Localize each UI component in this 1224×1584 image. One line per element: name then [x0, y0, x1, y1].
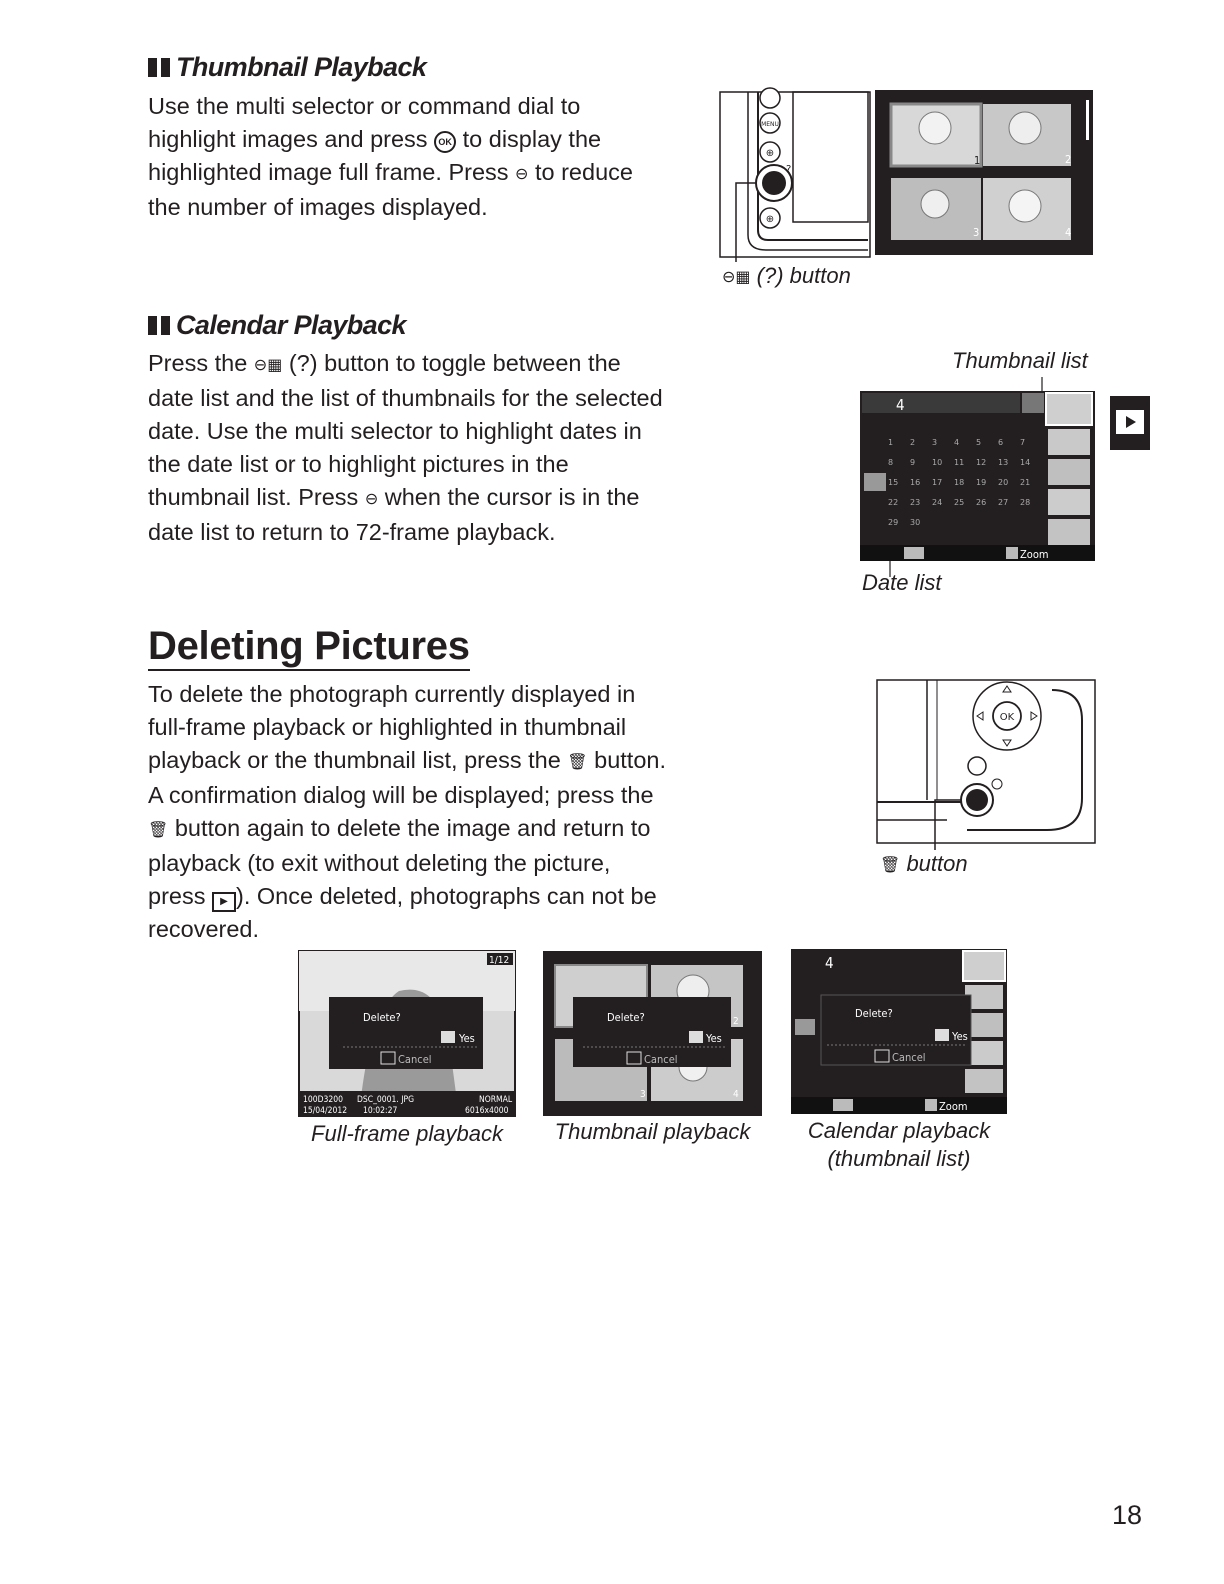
calendar-date: 16 — [910, 478, 921, 487]
playback-icon: ▶ — [212, 892, 236, 912]
calendar-date: 8 — [888, 458, 894, 467]
heading-text: Deleting Pictures — [148, 624, 470, 671]
dialog-yes: Yes — [706, 1032, 722, 1045]
text-line: press ▶ ). Once deleted, photographs can not be — [148, 880, 728, 913]
calendar-date: 10 — [932, 458, 943, 467]
heading-text: Thumbnail Playback — [176, 52, 427, 82]
page-number: 18 — [1112, 1500, 1143, 1530]
deleting-pictures-heading — [148, 624, 470, 669]
caption-text: (?) button — [756, 263, 851, 288]
calendar-date: 12 — [976, 458, 987, 467]
thumbnail-zoom-out-icon: ⊖▦ — [253, 357, 283, 374]
dialog-question: Delete? — [855, 1007, 893, 1020]
calendar-date: 3 — [932, 438, 938, 447]
delete-button-caption — [880, 850, 968, 880]
zoom-label: Zoom — [1020, 548, 1049, 561]
calendar-date: 21 — [1020, 478, 1031, 487]
text-line: To delete the photograph currently displayed in — [148, 681, 636, 707]
calendar-date: 2 — [910, 438, 916, 447]
calendar-month: 4 — [896, 396, 905, 414]
text-line: recovered. — [148, 916, 260, 942]
playback-tab-icon — [1110, 396, 1150, 450]
text-line: highlighted image full frame. Press ⊖ to reduce — [148, 156, 708, 191]
svg-text:⊕: ⊕ — [765, 148, 775, 159]
deleting-pictures-text — [148, 678, 728, 946]
frame-counter: 1/12 — [489, 955, 510, 966]
date-list-label: Date list — [862, 570, 942, 595]
calendar-date: 9 — [910, 458, 916, 467]
svg-text:?: ? — [786, 164, 792, 175]
calendar-date: 15 — [888, 478, 899, 487]
calendar-date: 22 — [888, 498, 899, 507]
capture-time: 10:02:27 — [363, 1106, 398, 1116]
calendar-date: 30 — [910, 518, 921, 527]
dialog-question: Delete? — [607, 1011, 645, 1024]
calendar-date: 20 — [998, 478, 1009, 487]
calendar-date: 1 — [888, 438, 894, 447]
caption-line: (thumbnail list) — [827, 1146, 971, 1171]
dialog-cancel: Cancel — [892, 1051, 926, 1064]
thumbnail-zoom-out-icon: ⊖▦ — [722, 269, 751, 286]
section-marker-icon — [148, 58, 170, 77]
ok-button-icon: OK — [434, 131, 456, 153]
dialog-yes: Yes — [459, 1032, 475, 1045]
section-marker-icon — [148, 316, 170, 335]
fullframe-caption: Full-frame playback — [311, 1121, 503, 1146]
thumbnail-delete-screen — [543, 951, 762, 1116]
text-line: date list to return to 72-frame playback. — [148, 519, 556, 545]
text-line: thumbnail list. Press ⊖ when the cursor is in the — [148, 481, 718, 516]
calendar-screen — [860, 377, 1095, 567]
folder-name: 100D3200 — [303, 1095, 343, 1105]
text-line: 🗑 button again to delete the image and return to — [148, 812, 728, 847]
trash-icon: 🗑 — [880, 857, 901, 874]
thumbnail-playback-heading — [148, 52, 426, 83]
calendar-date: 25 — [954, 498, 965, 507]
text-line: playback or the thumbnail list, press the 🗑 button. — [148, 744, 728, 779]
thumbnail-list-label: Thumbnail list — [952, 348, 1088, 373]
calendar-playback-text — [148, 347, 718, 549]
frame-number: 4 — [1065, 226, 1072, 239]
frame-number: 1 — [974, 154, 981, 167]
zoom-out-icon: ⊖ — [364, 491, 379, 508]
capture-date: 15/04/2012 — [303, 1106, 348, 1116]
text-line: A confirmation dialog will be displayed; press the — [148, 782, 654, 808]
text-line: Press the ⊖▦ (?) button to toggle between the — [148, 347, 718, 382]
frame-number: 3 — [640, 1089, 646, 1100]
calendar-date: 28 — [1020, 498, 1031, 507]
delete-button-illustration — [877, 680, 1097, 845]
calendar-date: 23 — [910, 498, 921, 507]
trash-icon: 🗑 — [148, 822, 169, 839]
zoom-out-icon: ⊖ — [515, 166, 529, 183]
caption-line: Calendar playback — [807, 1118, 991, 1143]
text-line: highlight images and press OK to display the — [148, 126, 602, 152]
camera-back-illustration — [718, 90, 878, 265]
frame-number: 2 — [1065, 153, 1072, 166]
dialog-cancel: Cancel — [644, 1053, 678, 1066]
text-line: the number of images displayed. — [148, 194, 488, 220]
image-size: 6016x4000 — [465, 1106, 509, 1116]
dialog-question: Delete? — [363, 1011, 401, 1024]
heading-text: Calendar Playback — [176, 310, 406, 340]
frame-number: 3 — [973, 226, 980, 239]
ok-label: OK — [999, 712, 1015, 723]
calendar-date: 27 — [998, 498, 1009, 507]
text-line: the date list or to highlight pictures in the — [148, 451, 569, 477]
trash-icon: 🗑 — [567, 754, 588, 771]
thumbnail-playback-text — [148, 90, 708, 224]
zoom-label: Zoom — [939, 1100, 968, 1113]
dialog-yes: Yes — [952, 1030, 968, 1043]
calendar-date: 13 — [998, 458, 1009, 467]
dialog-cancel: Cancel — [398, 1053, 432, 1066]
text-line: full-frame playback or highlighted in thumbnail — [148, 714, 627, 740]
calendar-date: 19 — [976, 478, 987, 487]
thumbnail-screen — [875, 90, 1093, 255]
calendar-date: 17 — [932, 478, 943, 487]
calendar-delete-screen — [791, 949, 1007, 1114]
calendar-date: 4 — [954, 438, 960, 447]
thumbnail-button-caption — [722, 262, 851, 292]
calendar-caption — [780, 1117, 1018, 1173]
calendar-date: 5 — [976, 438, 982, 447]
calendar-date: 7 — [1020, 438, 1026, 447]
file-name: DSC_0001. JPG — [357, 1095, 415, 1105]
image-quality: NORMAL — [479, 1095, 513, 1105]
text-line: date list and the list of thumbnails for the selected — [148, 385, 663, 411]
svg-text:⊕: ⊕ — [765, 214, 775, 225]
calendar-date: 26 — [976, 498, 987, 507]
calendar-date: 29 — [888, 518, 899, 527]
thumbnail-caption: Thumbnail playback — [554, 1119, 751, 1144]
calendar-date: 11 — [954, 458, 965, 467]
caption-text: button — [906, 851, 968, 876]
svg-text:MENU: MENU — [761, 121, 779, 128]
text-line: Use the multi selector or command dial to — [148, 93, 581, 119]
frame-number: 2 — [733, 1016, 739, 1027]
calendar-date: 24 — [932, 498, 943, 507]
calendar-playback-heading — [148, 310, 406, 341]
calendar-date: 6 — [998, 438, 1004, 447]
fullframe-delete-screen — [299, 951, 515, 1116]
frame-number: 4 — [733, 1089, 739, 1100]
calendar-month: 4 — [825, 954, 834, 972]
text-line: playback (to exit without deleting the picture, — [148, 850, 611, 876]
calendar-date: 18 — [954, 478, 965, 487]
text-line: date. Use the multi selector to highlight dates in — [148, 418, 642, 444]
calendar-date: 14 — [1020, 458, 1031, 467]
